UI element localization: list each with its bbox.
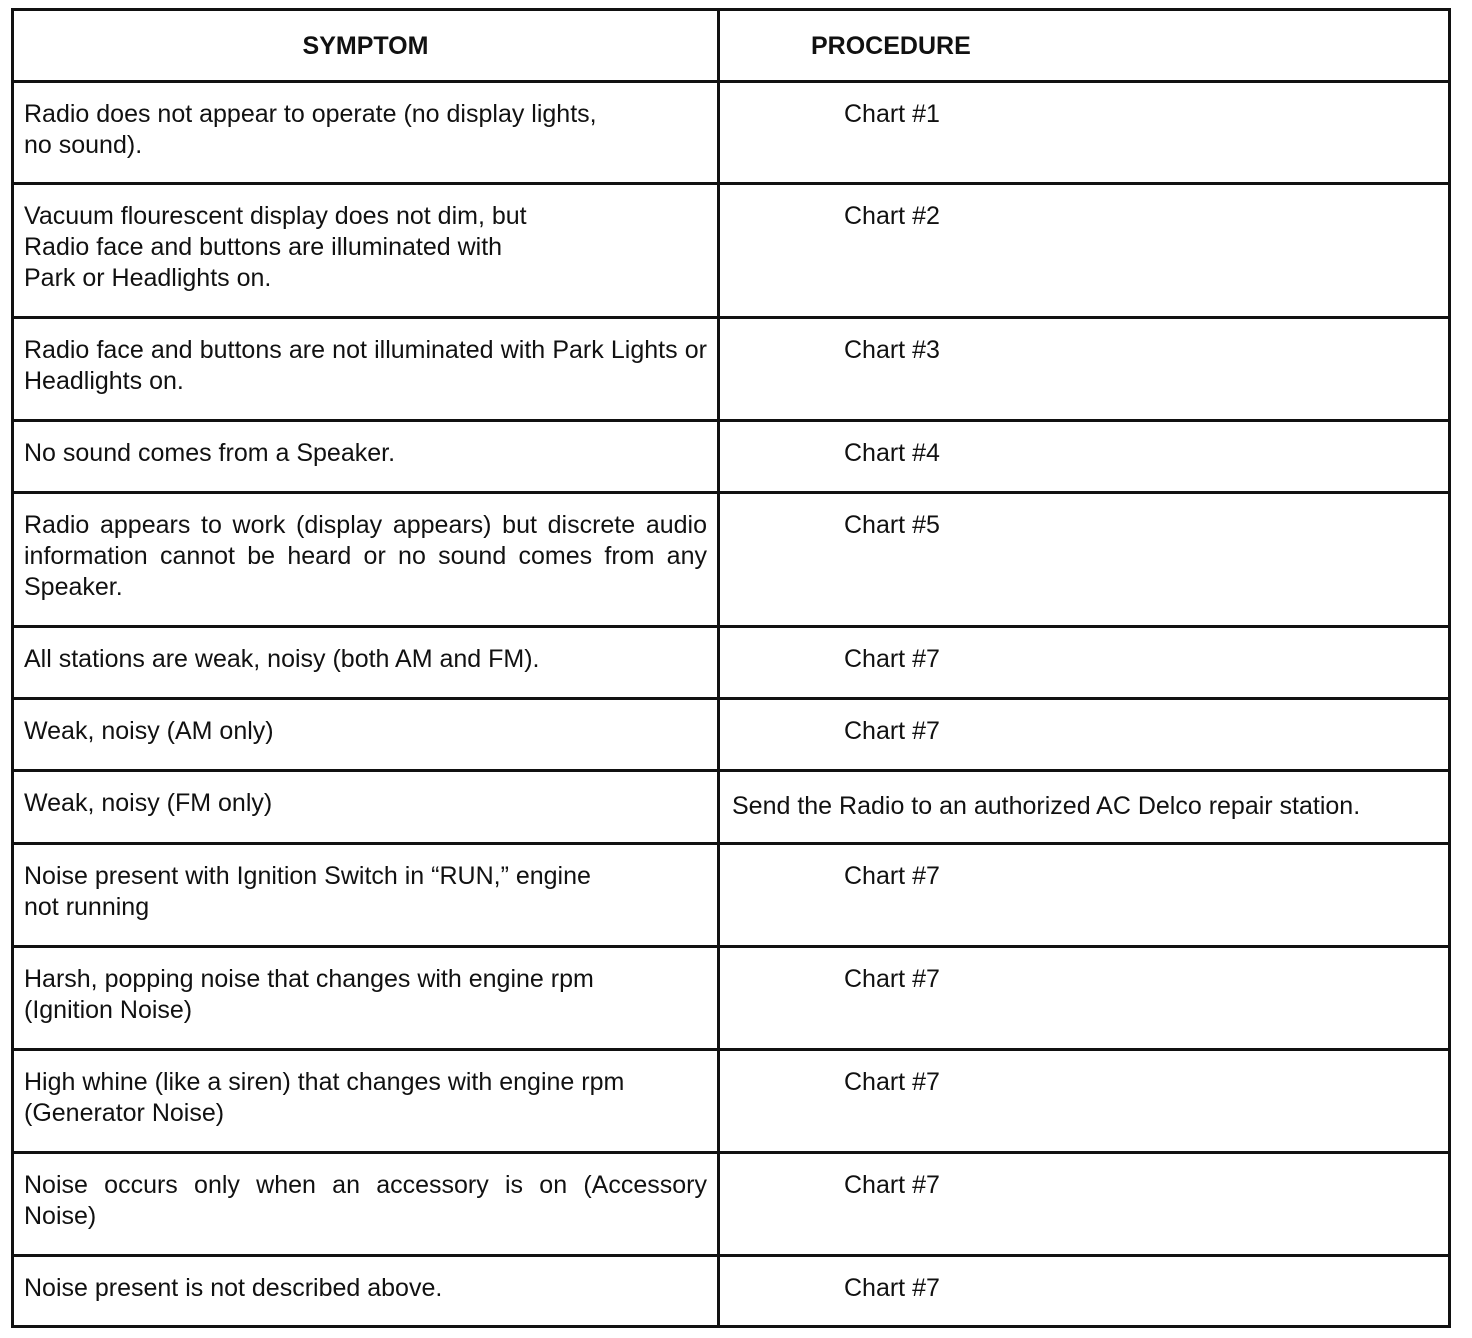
symptom-line: High whine (like a siren) that changes with engine rpm <box>24 1068 625 1096</box>
symptom-line: Harsh, popping noise that changes with engine rpm <box>24 965 594 993</box>
procedure-cell: Chart #3 <box>844 336 940 364</box>
table-row <box>14 83 1448 185</box>
symptom-cell <box>14 1051 720 1151</box>
symptom-line: Noise present with Ignition Switch in “RUN,” engine <box>24 862 591 890</box>
procedure-cell: Chart #7 <box>844 645 940 673</box>
symptom-cell <box>14 948 720 1048</box>
symptom-line: not running <box>24 893 150 921</box>
symptom-cell <box>14 185 720 316</box>
table-row <box>14 494 1448 628</box>
symptom-line: Park or Headlights on. <box>24 264 272 292</box>
table-row <box>14 319 1448 422</box>
table-row <box>14 948 1448 1051</box>
table-row <box>14 1051 1448 1154</box>
symptom-cell <box>14 845 720 945</box>
procedure-cell: Chart #7 <box>844 965 940 993</box>
symptom-cell: Radio face and buttons are not illuminated with Park Lights or Headlights on. <box>14 319 720 419</box>
procedure-cell: Chart #7 <box>844 1274 940 1302</box>
procedure-cell: Chart #4 <box>844 439 940 467</box>
symptom-line: Vacuum flourescent display does not dim, but <box>24 202 527 230</box>
symptom-cell: All stations are weak, noisy (both AM and FM). <box>14 628 720 697</box>
procedure-cell: Chart #7 <box>844 717 940 745</box>
symptom-cell <box>14 83 720 182</box>
table-row <box>14 1154 1448 1257</box>
symptom-procedure-table <box>11 8 1451 1328</box>
symptom-cell: Weak, noisy (AM only) <box>14 700 720 769</box>
symptom-line: Radio does not appear to operate (no display lights, <box>24 100 597 128</box>
procedure-cell: Chart #7 <box>844 1171 940 1199</box>
table-row <box>14 1257 1448 1325</box>
procedure-cell: Chart #1 <box>844 100 940 128</box>
symptom-cell: Noise present is not described above. <box>14 1257 720 1325</box>
procedure-cell: Chart #5 <box>844 511 940 539</box>
table-row <box>14 700 1448 772</box>
table-row <box>14 772 1448 845</box>
symptom-line: (Generator Noise) <box>24 1099 225 1127</box>
symptom-cell: Noise occurs only when an accessory is on (Accessory Noise) <box>14 1154 720 1254</box>
symptom-cell: No sound comes from a Speaker. <box>14 422 720 491</box>
procedure-cell: Chart #2 <box>844 202 940 230</box>
symptom-cell: Weak, noisy (FM only) <box>14 772 720 842</box>
procedure-cell: Chart #7 <box>844 1068 940 1096</box>
procedure-cell: Send the Radio to an authorized AC Delco repair station. <box>732 792 1361 820</box>
table-row <box>14 845 1448 948</box>
table-row <box>14 628 1448 700</box>
table-row <box>14 185 1448 319</box>
symptom-column-header: SYMPTOM <box>14 11 720 80</box>
table-row <box>14 422 1448 494</box>
table-header-row <box>14 11 1448 83</box>
symptom-cell: Radio appears to work (display appears) but discrete audio information cannot be heard or no sound comes from any Speaker. <box>14 494 720 625</box>
symptom-line: Radio face and buttons are illuminated with <box>24 233 503 261</box>
symptom-line: no sound). <box>24 131 143 159</box>
procedure-cell: Chart #7 <box>844 862 940 890</box>
symptom-line: (Ignition Noise) <box>24 996 193 1024</box>
procedure-column-header: PROCEDURE <box>811 32 971 60</box>
